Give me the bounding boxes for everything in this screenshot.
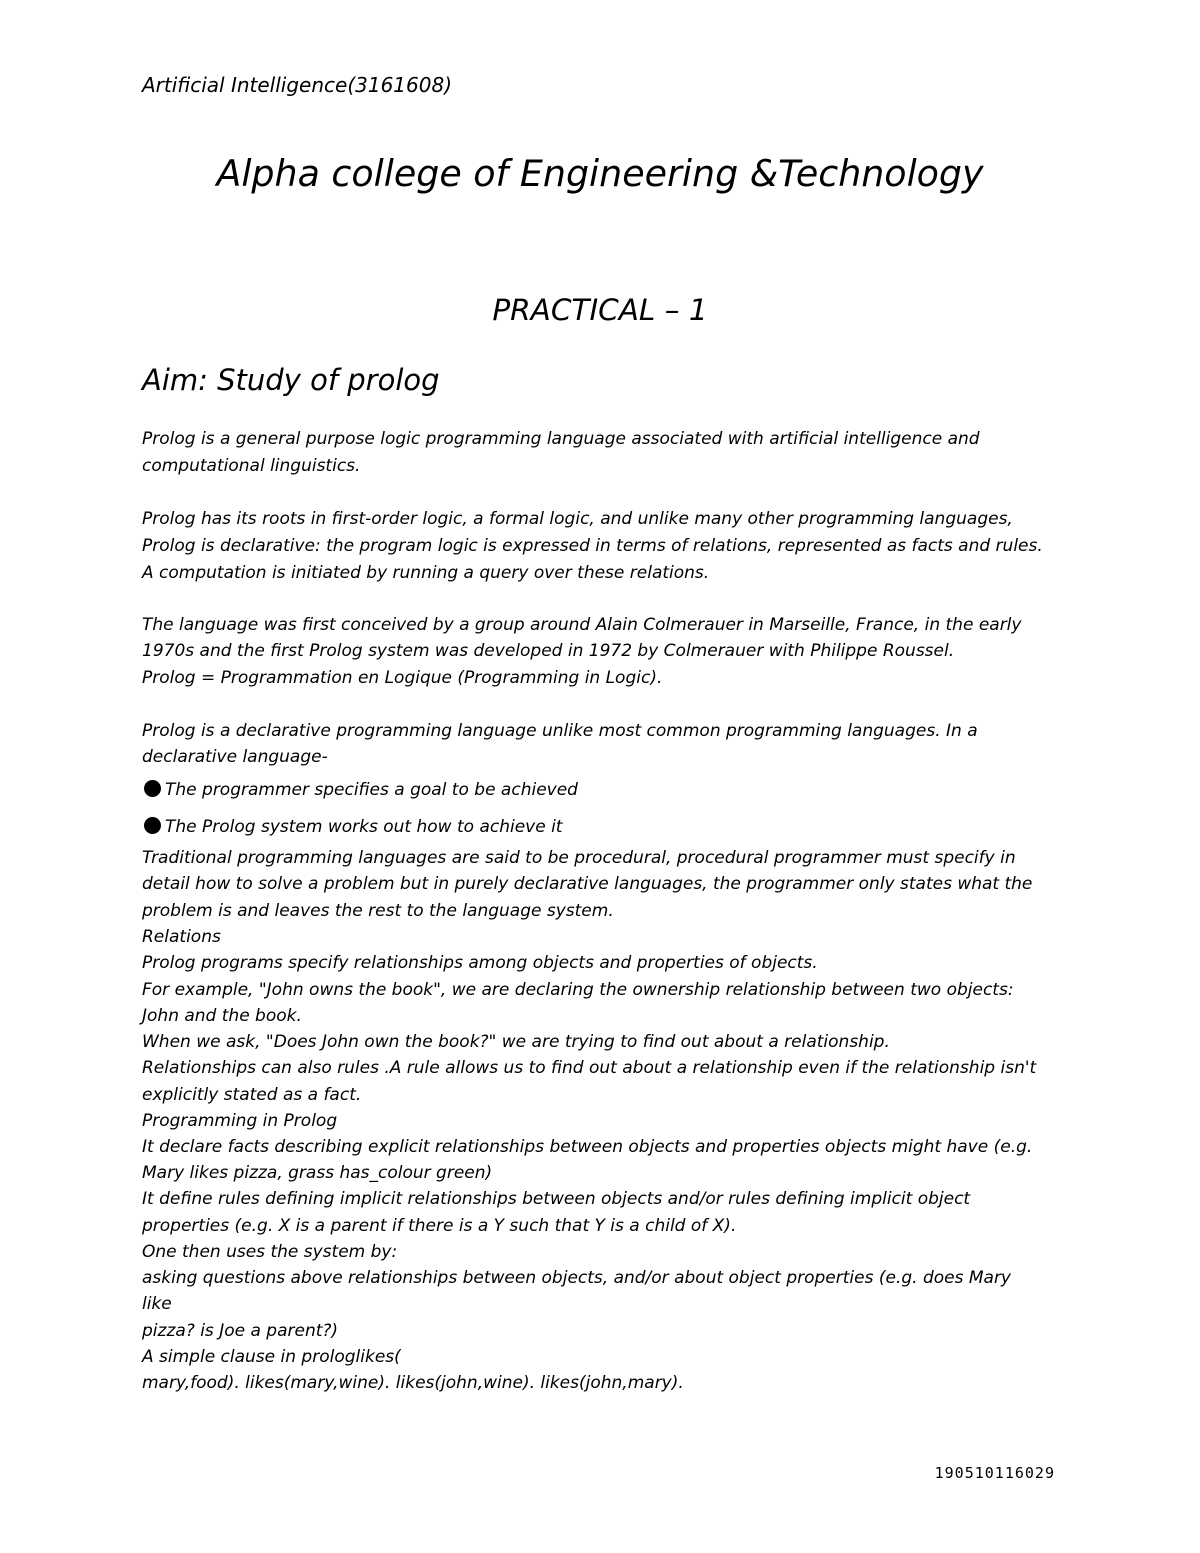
body-line: For example, "John owns the book", we are declaring the ownership relationship between two objects: <box>142 980 1014 1000</box>
body-line: pizza? is Joe a parent?) <box>142 1321 339 1341</box>
bullet-dot-icon <box>144 780 161 797</box>
paragraph-3-line-3: Prolog = Programmation en Logique (Programming in Logic). <box>142 668 663 688</box>
paragraph-4-line-1: Prolog is a declarative programming language unlike most common programming languages. In a <box>142 721 978 741</box>
body-line: Relations <box>142 927 221 947</box>
body-line: asking questions above relationships between objects, and/or about object properties (e.g. does Mary <box>142 1268 1011 1288</box>
body-line: Traditional programming languages are said to be procedural, procedural programmer must specify in <box>142 848 1016 868</box>
bullet-item <box>142 777 578 803</box>
paragraph-2-line-2: Prolog is declarative: the program logic is expressed in terms of relations, represented as facts and rules. <box>142 536 1043 556</box>
student-id: 190510116029 <box>934 1464 1055 1482</box>
bullet-text: The programmer specifies a goal to be achieved <box>165 780 578 800</box>
body-line: detail how to solve a problem but in purely declarative languages, the programmer only states what the <box>142 874 1033 894</box>
body-line: explicitly stated as a fact. <box>142 1085 362 1105</box>
body-line: problem is and leaves the rest to the language system. <box>142 901 614 921</box>
body-line: Prolog programs specify relationships among objects and properties of objects. <box>142 953 818 973</box>
body-line: Mary likes pizza, grass has_colour green) <box>142 1163 493 1183</box>
body-line: Relationships can also rules .A rule allows us to find out about a relationship even if the relationship isn't <box>142 1058 1037 1078</box>
body-line: One then uses the system by: <box>142 1242 398 1262</box>
aim-heading: Aim: Study of prolog <box>142 363 440 397</box>
paragraph-3-line-2: 1970s and the first Prolog system was developed in 1972 by Colmerauer with Philippe Roussel. <box>142 641 955 661</box>
practical-title: PRACTICAL – 1 <box>492 293 708 327</box>
bullet-item <box>142 814 562 840</box>
bullet-dot-icon <box>144 817 161 834</box>
body-line: properties (e.g. X is a parent if there is a Y such that Y is a child of X). <box>142 1216 737 1236</box>
paragraph-2-line-3: A computation is initiated by running a query over these relations. <box>142 563 710 583</box>
bullet-text: The Prolog system works out how to achieve it <box>165 817 563 837</box>
body-line: When we ask, "Does John own the book?" we are trying to find out about a relationship. <box>142 1032 890 1052</box>
body-line: A simple clause in prologlikes( <box>142 1347 401 1367</box>
body-line: It define rules defining implicit relationships between objects and/or rules defining implicit object <box>142 1189 971 1209</box>
paragraph-1-line-1: Prolog is a general purpose logic programming language associated with artificial intelligence and <box>142 429 980 449</box>
paragraph-4-line-2: declarative language- <box>142 747 328 767</box>
body-line: Programming in Prolog <box>142 1111 338 1131</box>
paragraph-2-line-1: Prolog has its roots in first-order logic, a formal logic, and unlike many other programming languages, <box>142 509 1013 529</box>
course-header: Artificial Intelligence(3161608) <box>142 73 452 97</box>
body-line: It declare facts describing explicit relationships between objects and properties objects might have (e.g. <box>142 1137 1033 1157</box>
paragraph-3-line-1: The language was first conceived by a group around Alain Colmerauer in Marseille, France, in the early <box>142 615 1022 635</box>
college-title: Alpha college of Engineering &Technology <box>216 152 984 195</box>
paragraph-1-line-2: computational linguistics. <box>142 456 361 476</box>
body-line: mary,food). likes(mary,wine). likes(john,wine). likes(john,mary). <box>142 1373 684 1393</box>
body-line: John and the book. <box>142 1006 302 1026</box>
body-line: like <box>142 1294 172 1314</box>
